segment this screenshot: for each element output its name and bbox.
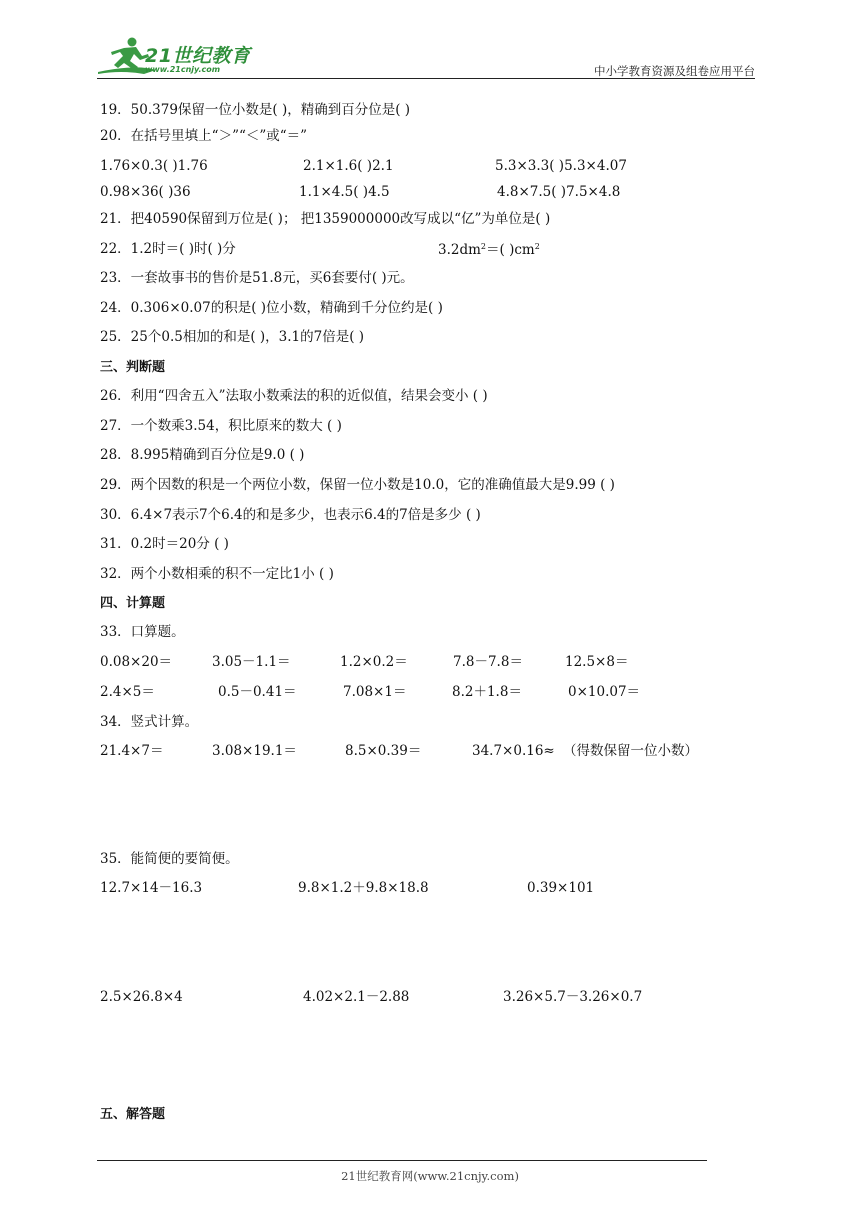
q34-item: 3.08×19.1＝ — [212, 743, 297, 759]
q35-item: 12.7×14－16.3 — [100, 880, 203, 896]
q33-item: 0.08×20＝ — [100, 654, 173, 670]
q20-item: 2.1×1.6( )2.1 — [303, 158, 394, 174]
q33-item: 1.2×0.2＝ — [340, 654, 408, 670]
section-3-heading: 三、判断题 — [100, 360, 166, 375]
question-28: 28．8.995精确到百分位是9.0 ( ) — [100, 447, 305, 463]
q35-item: 9.8×1.2＋9.8×18.8 — [298, 880, 429, 896]
section-4-heading: 四、计算题 — [100, 596, 166, 611]
q34-item: 34.7×0.16≈ — [472, 743, 555, 759]
footer-text: 21世纪教育网(www.21cnjy.com) — [341, 1169, 519, 1183]
q33-item: 12.5×8＝ — [565, 654, 629, 670]
header-divider — [97, 78, 755, 79]
question-25: 25．25个0.5相加的和是( )，3.1的7倍是( ) — [100, 329, 365, 345]
q33-item: 3.05－1.1＝ — [212, 654, 291, 670]
question-35-stem: 35．能简便的要简便。 — [100, 851, 239, 867]
question-24: 24．0.306×0.07的积是( )位小数，精确到千分位约是( ) — [100, 300, 443, 316]
q33-item: 0×10.07＝ — [568, 684, 641, 700]
q20-item: 4.8×7.5( )7.5×4.8 — [497, 184, 621, 200]
q35-item: 2.5×26.8×4 — [100, 989, 183, 1005]
q34-item: 21.4×7＝ — [100, 743, 164, 759]
footer-divider — [97, 1160, 707, 1161]
q34-note: （得数保留一位小数） — [563, 743, 698, 759]
q35-item: 0.39×101 — [527, 880, 595, 896]
q33-item: 7.8－7.8＝ — [453, 654, 523, 670]
question-30: 30．6.4×7表示7个6.4的和是多少，也表示6.4的7倍是多少 ( ) — [100, 507, 481, 523]
question-19: 19．50.379保留一位小数是( )，精确到百分位是( ) — [100, 102, 411, 118]
question-22-part-a: 22．1.2时＝( )时( )分 — [100, 241, 236, 257]
q20-item: 1.76×0.3( )1.76 — [100, 158, 208, 174]
q35-item: 3.26×5.7－3.26×0.7 — [503, 989, 643, 1005]
question-34-stem: 34．竖式计算。 — [100, 714, 199, 730]
q33-item: 7.08×1＝ — [343, 684, 407, 700]
header-platform-text: 中小学教育资源及组卷应用平台 — [594, 64, 755, 78]
question-26: 26．利用“四舍五入”法取小数乘法的积的近似值，结果会变小 ( ) — [100, 388, 488, 404]
q33-item: 8.2＋1.8＝ — [452, 684, 522, 700]
question-27: 27．一个数乘3.54，积比原来的数大 ( ) — [100, 418, 342, 434]
q33-item: 0.5－0.41＝ — [218, 684, 297, 700]
q33-item: 2.4×5＝ — [100, 684, 155, 700]
q20-item: 5.3×3.3( )5.3×4.07 — [495, 158, 627, 174]
question-33-stem: 33．口算题。 — [100, 624, 185, 640]
section-5-heading: 五、解答题 — [100, 1107, 166, 1122]
question-20-stem: 20．在括号里填上“＞”“＜”或“＝” — [100, 128, 308, 144]
question-23: 23．一套故事书的售价是51.8元，买6套要付( )元。 — [100, 270, 414, 286]
question-32: 32．两个小数相乘的积不一定比1小 ( ) — [100, 566, 334, 582]
question-22-part-b: $3.2dm^2=$( )$cm^2$ — [438, 242, 540, 258]
logo-url: www.21cnjy.com — [145, 65, 221, 74]
logo-text: 21世纪教育 — [145, 45, 251, 67]
q20-item: 0.98×36( )36 — [100, 184, 191, 200]
q35-item: 4.02×2.1－2.88 — [303, 989, 410, 1005]
question-29: 29．两个因数的积是一个两位小数，保留一位小数是10.0，它的准确值最大是9.99 ( ) — [100, 477, 615, 493]
question-21: 21．把40590保留到万位是( )； 把1359000000改写成以“亿”为单位是( ) — [100, 211, 551, 227]
q20-item: 1.1×4.5( )4.5 — [299, 184, 390, 200]
q34-item: 8.5×0.39＝ — [345, 743, 422, 759]
question-31: 31．0.2时＝20分 ( ) — [100, 536, 229, 552]
